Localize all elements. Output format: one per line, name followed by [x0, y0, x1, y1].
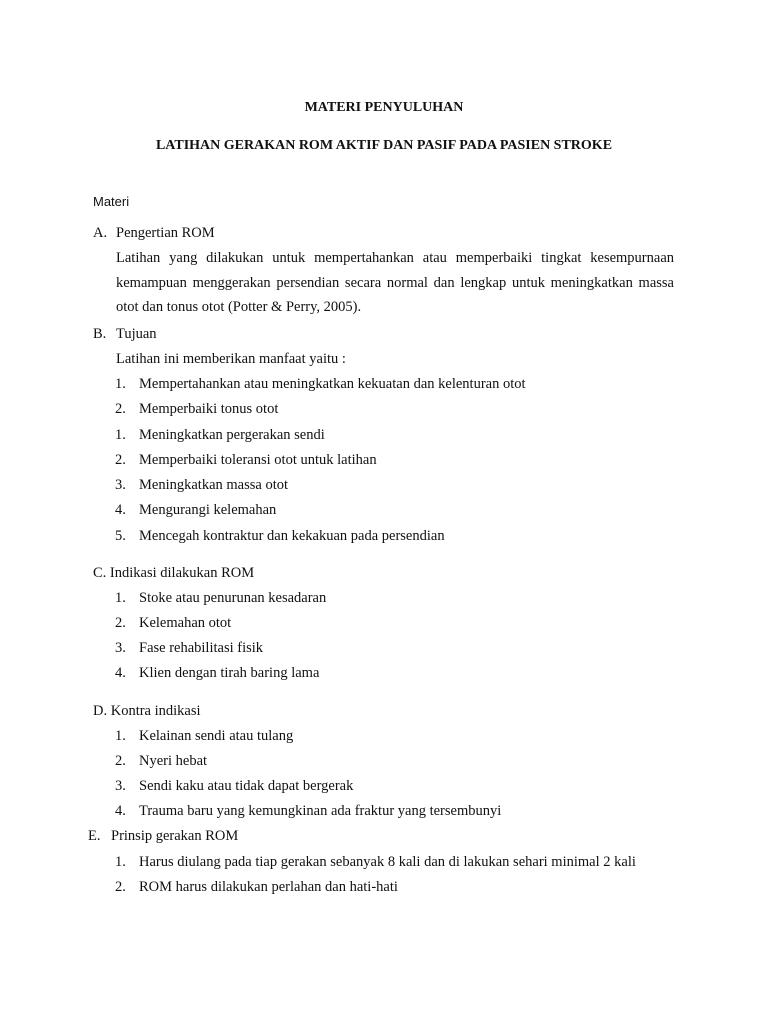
list-item-text: Meningkatkan massa otot	[139, 477, 289, 493]
section-a-heading: Pengertian ROM	[116, 225, 215, 241]
list-item-text: Kelemahan otot	[139, 615, 232, 631]
section-d-heading: D. Kontra indikasi	[93, 703, 201, 719]
list-item-number: 4.	[115, 803, 126, 819]
list-item-number: 2.	[115, 615, 126, 631]
section-a-paragraph: Latihan yang dilakukan untuk mempertahankan atau memperbaiki tingkat kesempurnaan kemampuan menggerakan persendian secara normal dan lengkap untuk meningkatkan massa otot dan tonus otot (Potter & Perry, 2005).	[116, 250, 674, 315]
list-item-number: 1.	[115, 590, 126, 606]
section-b-heading: Tujuan	[116, 326, 157, 342]
list-item-text: ROM harus dilakukan perlahan dan hati-hati	[139, 879, 398, 895]
section-b-intro: Latihan ini memberikan manfaat yaitu :	[116, 351, 346, 367]
section-e-heading: Prinsip gerakan ROM	[111, 828, 239, 844]
list-item-number: 3.	[115, 477, 126, 493]
document-subtitle: LATIHAN GERAKAN ROM AKTIF DAN PASIF PADA PASIEN STROKE	[155, 138, 613, 153]
list-item-number: 1.	[115, 854, 126, 870]
list-item-number: 4.	[115, 502, 126, 518]
list-item-number: 4.	[115, 665, 126, 681]
list-item-text: Sendi kaku atau tidak dapat bergerak	[139, 778, 354, 794]
list-item-number: 3.	[115, 778, 126, 794]
list-item-text: Mengurangi kelemahan	[139, 502, 277, 518]
list-item-text: Harus diulang pada tiap gerakan sebanyak 8 kali dan di lakukan sehari minimal 2 kali	[139, 854, 636, 870]
section-a-marker: A.	[93, 225, 108, 241]
list-item-text: Memperbaiki toleransi otot untuk latihan	[139, 452, 377, 468]
list-item-text: Memperbaiki tonus otot	[139, 401, 279, 417]
section-e-marker: E.	[88, 828, 101, 844]
list-item-text: Mempertahankan atau meningkatkan kekuatan dan kelenturan otot	[139, 376, 526, 392]
list-item-number: 1.	[115, 427, 126, 443]
list-item-number: 1.	[115, 728, 126, 744]
section-c-heading: C. Indikasi dilakukan ROM	[93, 565, 255, 581]
list-item-number: 2.	[115, 879, 126, 895]
list-item-text: Klien dengan tirah baring lama	[139, 665, 320, 681]
document-title: MATERI PENYULUHAN	[304, 100, 464, 115]
materi-label: Materi	[93, 194, 130, 209]
list-item-number: 2.	[115, 452, 126, 468]
list-item-number: 2.	[115, 401, 126, 417]
list-item-text: Kelainan sendi atau tulang	[139, 728, 294, 744]
list-item-text: Nyeri hebat	[139, 753, 208, 769]
list-item-text: Mencegah kontraktur dan kekakuan pada persendian	[139, 528, 445, 544]
list-item-text: Trauma baru yang kemungkinan ada fraktur yang tersembunyi	[139, 803, 502, 819]
list-item-number: 1.	[115, 376, 126, 392]
list-item-text: Fase rehabilitasi fisik	[139, 640, 264, 656]
list-item-number: 3.	[115, 640, 126, 656]
list-item-number: 5.	[115, 528, 126, 544]
list-item-text: Stoke atau penurunan kesadaran	[139, 590, 327, 606]
section-b-marker: B.	[93, 326, 107, 342]
list-item-number: 2.	[115, 753, 126, 769]
list-item-text: Meningkatkan pergerakan sendi	[139, 427, 325, 443]
